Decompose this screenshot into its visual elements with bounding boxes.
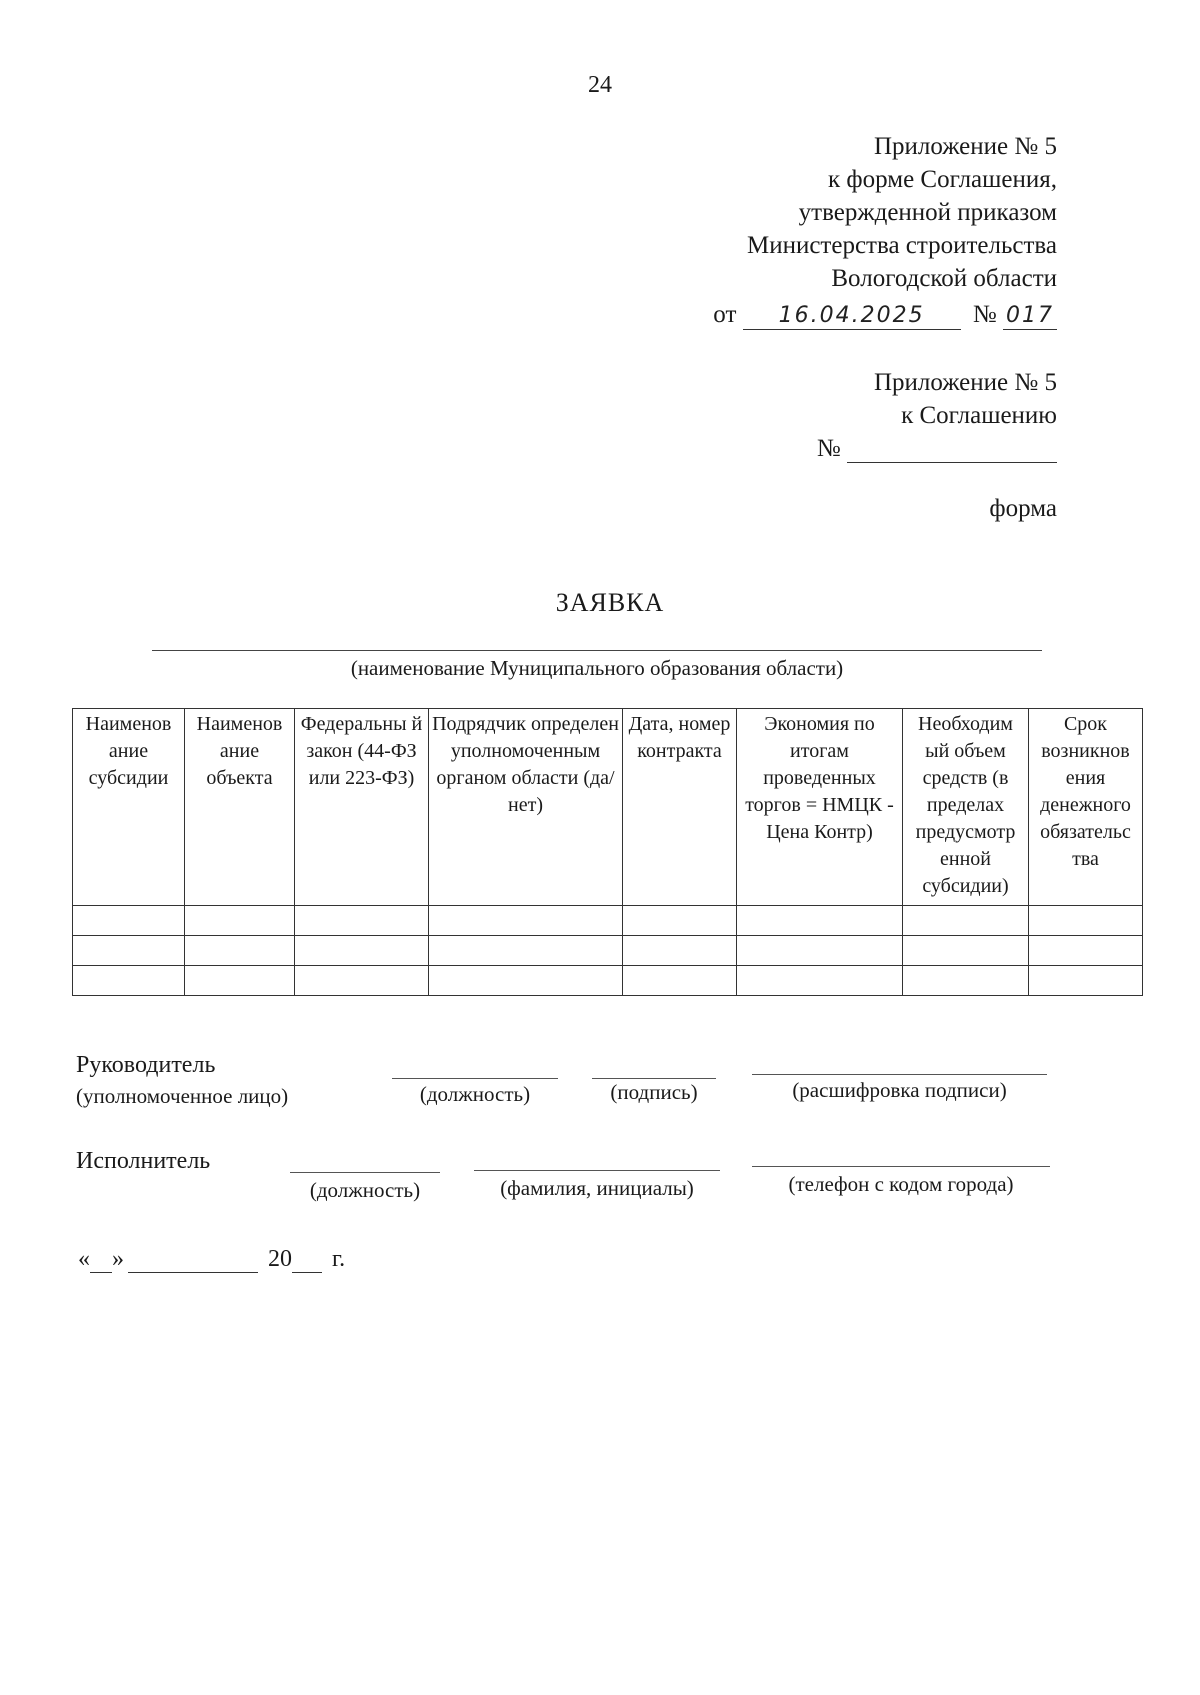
agreement-number-blank <box>847 436 1057 463</box>
date-open-quote: « <box>78 1246 90 1272</box>
head-decoding-line <box>752 1074 1047 1075</box>
table-cell <box>73 936 185 966</box>
table-cell <box>737 936 903 966</box>
header-contract-date-number: Дата, номер контракта <box>623 709 737 906</box>
table-cell <box>1029 906 1143 936</box>
appendix-form-line5: Вологодской области <box>831 265 1057 292</box>
header-obligation-deadline: Срок возникнов ения денежного обязательс тва <box>1029 709 1143 906</box>
date-close-quote: » <box>112 1246 124 1272</box>
header-federal-law: Федеральны й закон (44-ФЗ или 223-ФЗ) <box>295 709 429 906</box>
executor-label: Исполнитель <box>76 1148 211 1174</box>
head-sub-label: (уполномоченное лицо) <box>76 1084 289 1108</box>
executor-position-caption: (должность) <box>309 1178 421 1202</box>
table-cell <box>429 936 623 966</box>
municipality-caption: (наименование Муниципального образования области) <box>350 656 844 680</box>
table-cell <box>429 966 623 996</box>
form-label: форма <box>989 495 1057 522</box>
head-position-line <box>392 1078 558 1079</box>
executor-phone-line <box>752 1166 1050 1167</box>
header-tender-savings: Экономия по итогам проведенных торгов = НМЦК - Цена Контр) <box>737 709 903 906</box>
header-required-funds: Необходим ый объем средств (в пределах предусмотр енной субсидии) <box>903 709 1029 906</box>
table-cell <box>295 966 429 996</box>
table-cell <box>903 966 1029 996</box>
appendix-agreement-line2: к Соглашению <box>901 402 1057 429</box>
table-row <box>73 936 1143 966</box>
table-cell <box>737 906 903 936</box>
table-cell <box>903 936 1029 966</box>
from-prefix: от <box>713 301 737 328</box>
appendix-form-line2: к форме Соглашения, <box>828 166 1057 193</box>
order-date-number-line <box>713 298 1057 331</box>
day-blank <box>90 1246 112 1273</box>
executor-name-line <box>474 1170 720 1171</box>
table-cell <box>1029 966 1143 996</box>
table-cell <box>623 906 737 936</box>
document-title: ЗАЯВКА <box>555 588 665 617</box>
table-cell <box>185 906 295 936</box>
executor-position-line <box>290 1172 440 1173</box>
page-number: 24 <box>588 72 612 98</box>
head-signature-line <box>592 1078 716 1079</box>
head-label: Руководитель <box>76 1052 216 1078</box>
appendix-form-line3: утвержденной приказом <box>798 199 1057 226</box>
table-row <box>73 906 1143 936</box>
table-cell <box>185 936 295 966</box>
table-cell <box>623 936 737 966</box>
agreement-number-line <box>817 432 1057 465</box>
table-cell <box>429 906 623 936</box>
header-contractor-determined: Подрядчик определен уполномоченным органом области (да/нет) <box>429 709 623 906</box>
table-cell <box>903 906 1029 936</box>
order-date-handwritten: 16.04.2025 <box>743 303 961 330</box>
appendix-agreement-block <box>817 366 1057 465</box>
executor-name-caption: (фамилия, инициалы) <box>500 1176 694 1200</box>
municipality-blank-line <box>152 650 1042 651</box>
appendix-agreement-line1: Приложение № 5 <box>873 369 1057 396</box>
table-cell <box>73 966 185 996</box>
header-subsidy-name: Наименов ание субсидии <box>73 709 185 906</box>
application-table <box>72 708 1143 996</box>
appendix-form-line4: Министерства строительства <box>746 232 1057 259</box>
table-cell <box>73 906 185 936</box>
order-number-handwritten: 017 <box>1003 303 1057 330</box>
table-cell <box>737 966 903 996</box>
appendix-form-block <box>713 130 1057 331</box>
appendix-form-line1: Приложение № 5 <box>873 133 1057 160</box>
agreement-number-prefix: № <box>816 435 841 462</box>
table-cell <box>295 936 429 966</box>
table-cell <box>1029 936 1143 966</box>
table-row <box>73 966 1143 996</box>
order-number-prefix: № <box>972 301 997 328</box>
table-cell <box>295 906 429 936</box>
table-cell <box>623 966 737 996</box>
date-line <box>78 1246 345 1273</box>
month-blank <box>128 1246 258 1273</box>
head-position-caption: (должность) <box>419 1082 531 1106</box>
header-object-name: Наименов ание объекта <box>185 709 295 906</box>
executor-phone-caption: (телефон с кодом города) <box>788 1172 1014 1196</box>
table-cell <box>185 966 295 996</box>
head-decoding-caption: (расшифровка подписи) <box>792 1078 1007 1102</box>
year-suffix: г. <box>332 1246 346 1272</box>
year-blank <box>292 1246 322 1273</box>
table-header-row <box>73 709 1143 906</box>
head-signature-caption: (подпись) <box>610 1080 698 1104</box>
year-prefix: 20 <box>268 1246 292 1272</box>
